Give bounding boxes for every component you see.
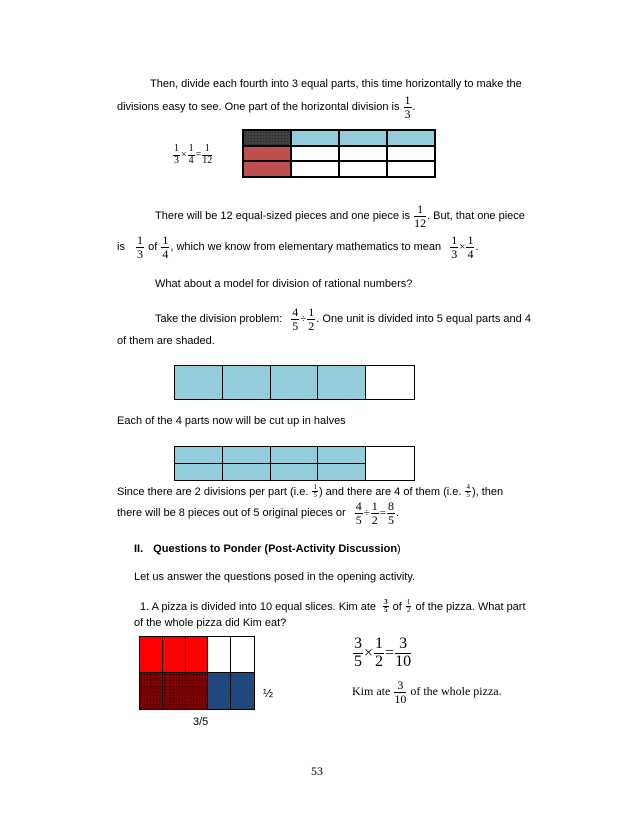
fraction-three-fifths-bold: $\frac{3}{5}$	[384, 598, 388, 615]
grid-cell-white	[291, 161, 339, 177]
fraction-one-third: $\frac{1}{3}$	[404, 93, 411, 121]
pizza-slice-navy	[208, 673, 231, 709]
pizza-slice-eaten	[186, 673, 209, 709]
grid-cell-blue	[339, 130, 387, 146]
fraction-one-half: $\frac{1}{2}$	[308, 305, 315, 333]
paragraph-4-line-2: of them are shaded.	[117, 335, 215, 347]
eq1-frac-c: $\frac{1}{12}$	[202, 143, 213, 166]
answer-equation: $\frac{3}{5}$ × $\frac{1}{2}$ = $\frac{3}{10}$	[354, 635, 412, 670]
pizza-bottom-label: 3/5	[193, 716, 209, 728]
answer-frac-b: $\frac{1}{2}$	[375, 635, 384, 670]
grid-cell-white	[339, 161, 387, 177]
fraction-one-fourth: $\frac{1}{4}$	[162, 233, 169, 261]
pizza-slice-navy	[231, 673, 254, 709]
bar-half-shaded	[223, 447, 271, 464]
bar-part-shaded	[318, 366, 366, 399]
grid-cell-blue	[291, 130, 339, 146]
section-heading: II. Questions to Ponder (Post-Activity Discussion)	[134, 543, 401, 555]
fraction-one-fourth-b: $\frac{1}{4}$	[467, 233, 474, 261]
fraction-one-twelfth: $\frac{1}{12}$	[414, 202, 427, 230]
fraction-one-half-small: $\frac{1}{2}$	[406, 598, 411, 615]
fraction-eight-fifths: $\frac{8}{5}$	[388, 499, 395, 527]
bar-half-shaded	[318, 447, 366, 464]
answer-frac-three-tenths: $\frac{3}{10}$	[394, 678, 407, 706]
fraction-four-fifths-c: $\frac{4}{5}$	[355, 499, 362, 527]
pizza-slice-red	[140, 637, 163, 673]
bar-half-shaded	[318, 464, 366, 481]
paragraph-3: What about a model for division of rational numbers?	[155, 278, 413, 290]
fraction-one-third-c: $\frac{1}{3}$	[451, 233, 458, 261]
pizza-slice-white	[208, 637, 231, 673]
question-1-line-1: 1. A pizza is divided into 10 equal slices. Kim ate $\frac{3}{5}$ of $\frac{1}{2}$ of the pizza. What part	[140, 598, 526, 615]
fraction-one-half-c: $\frac{1}{2}$	[371, 499, 378, 527]
grid-cell-white	[339, 146, 387, 162]
paragraph-1-text: divisions easy to see. One part of the horizontal division is	[117, 101, 400, 113]
pizza-slice-eaten	[163, 673, 186, 709]
bar-half-shaded	[271, 447, 319, 464]
bar-half-shaded	[175, 464, 223, 481]
pizza-slice-red	[163, 637, 186, 673]
equation-one-third-times-one-fourth: $\frac{1}{3}$ × $\frac{1}{4}$ = $\frac{1}{12}$	[174, 143, 213, 166]
paragraph-4-line-1: Take the division problem: $\frac{4}{5}$ ÷ $\frac{1}{2}$ . One unit is divided into 5 equal parts and 4	[155, 305, 531, 333]
paragraph-1-line-1: Then, divide each fourth into 3 equal parts, this time horizontally to make the	[150, 78, 522, 90]
paragraph-6-line-2: there will be 8 pieces out of 5 original pieces or $\frac{4}{5}$ ÷ $\frac{1}{2}$ = $\frac{8}{5}$ .	[117, 499, 400, 527]
paragraph-6-line-1: Since there are 2 divisions per part (i.e. $\frac{1}{5}$ ) and there are 4 of them (i.e. $\frac{4}{5}$ ), then	[117, 483, 504, 500]
paragraph-2-line-2: is $\frac{1}{3}$ of $\frac{1}{4}$ , which we know from elementary mathematics to mean $\frac{1}{3}$ × $\frac{1}{4}$ .	[117, 233, 479, 261]
pizza-half-label: ½	[263, 686, 274, 700]
page-number: 53	[311, 764, 323, 778]
bar-part-shaded	[175, 366, 223, 399]
pizza-slice-eaten	[140, 673, 163, 709]
grid-cell-shaded-dark	[243, 130, 291, 146]
fraction-one-fifth-small: $\frac{1}{5}$	[313, 483, 317, 500]
bar-part-empty	[366, 447, 414, 480]
question-1-line-2: of the whole pizza did Kim eat?	[134, 617, 287, 629]
grid-cell-white	[387, 146, 435, 162]
grid-cell-red	[243, 161, 291, 177]
grid-cell-red	[243, 146, 291, 162]
fraction-four-fifths-small: $\frac{4}{5}$	[466, 483, 470, 500]
answer-frac-c: $\frac{3}{10}$	[395, 635, 412, 670]
eq1-frac-a: $\frac{1}{3}$	[174, 143, 179, 166]
grid-cell-white	[291, 146, 339, 162]
paragraph-5: Each of the 4 parts now will be cut up in halves	[117, 415, 346, 427]
paragraph-7: Let us answer the questions posed in the opening activity.	[134, 571, 416, 583]
grid-twelve-parts	[242, 129, 436, 178]
answer-frac-a: $\frac{3}{5}$	[354, 635, 362, 670]
fraction-four-fifths: $\frac{4}{5}$	[292, 305, 299, 333]
pizza-slice-red	[186, 637, 209, 673]
bar-five-parts	[174, 365, 415, 400]
grid-cell-white	[387, 161, 435, 177]
grid-cell-blue	[387, 130, 435, 146]
bar-half-shaded	[175, 447, 223, 464]
bar-half-shaded	[223, 464, 271, 481]
eq1-frac-b: $\frac{1}{4}$	[188, 143, 194, 166]
bar-part-shaded	[223, 366, 271, 399]
bar-part-shaded	[271, 366, 319, 399]
paragraph-1-line-2: divisions easy to see. One part of the horizontal division is $\frac{1}{3}$ .	[117, 93, 416, 121]
bar-half-shaded	[271, 464, 319, 481]
fraction-one-third-b: $\frac{1}{3}$	[137, 233, 144, 261]
paragraph-2-line-1: There will be 12 equal-sized pieces and one piece is $\frac{1}{12}$ . But, that one piece	[155, 202, 525, 230]
answer-statement: Kim ate $\frac{3}{10}$ of the whole pizza.	[352, 678, 502, 706]
bar-part-empty	[366, 366, 414, 399]
pizza-grid	[139, 636, 255, 710]
bar-halves	[174, 446, 415, 481]
pizza-slice-white	[231, 637, 254, 673]
